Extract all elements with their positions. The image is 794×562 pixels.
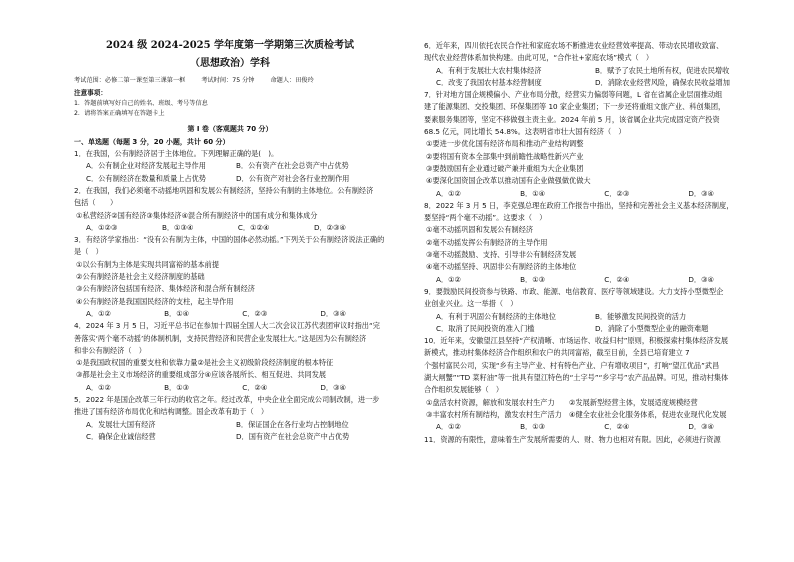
question-stem: 善落实‘两个毫不动摇’的体制机制，支持民营经济和民营企业发展壮大。”这是因为公有制经济 (74, 333, 367, 343)
exam-info (74, 75, 386, 86)
question-stem: 要素服务集团等，坚定不移做强主责主业。2024 年前 5 月，该省属企业共完成固定资产投资 (424, 114, 720, 124)
answer-option[interactable]: B．①③ (164, 382, 190, 392)
question-statement: ③毫不动摇鼓励、支持、引导非公有制经济发展 (426, 250, 577, 260)
question-statement: ④公有制经济是我国国民经济的支柱，起主导作用 (76, 296, 234, 306)
question-statement: ③都是社会主义市场经济的重要组成部分④应该各展所长、相互促进、共同发展 (76, 370, 327, 380)
answer-option[interactable]: C．确保企业诚信经营 (86, 431, 156, 441)
answer-option[interactable]: A．公有制企业对经济发展起主导作用 (86, 161, 206, 171)
note-item: 2．请将答案正确填写在答题卡上 (74, 110, 165, 117)
answer-option[interactable]: D．国有资产在社会总资产中占优势 (236, 431, 350, 441)
answer-option[interactable]: B．①③④ (161, 222, 194, 232)
question-statement: ①毫不动摇巩固和发展公有制经济 (426, 225, 534, 235)
note-item: 1．答题前填写好自己的姓名、班级、考号等信息 (74, 99, 208, 107)
answer-option[interactable]: C．②④ (604, 422, 630, 432)
question-stem: 业创业兴业。这一举措（ ） (424, 299, 518, 309)
option-list (74, 160, 386, 185)
answer-option[interactable]: A．①②③ (86, 222, 118, 232)
option-list (424, 188, 754, 200)
exam-title: 2024 级 2024-2025 学年度第一学期第三次质检考试 (105, 40, 355, 51)
question-stem: 11．资源的有限性，意味着生产发展所需要的人、财、物力也相对有限。因此，必须进行资源 (424, 434, 721, 444)
question-stem: 合作组织发展能够（ ） (424, 385, 504, 395)
answer-option[interactable]: B．赋予了农民土地所有权，促进农民增收 (595, 65, 730, 75)
question-stem: 6．近年来，四川依托农民合作社和家庭农场不断推进农业经营效率提高、带动农民增收致富、 (424, 41, 724, 50)
question-stem: 和非公有制经济（ ） (74, 345, 146, 355)
left-question-list (74, 148, 386, 443)
question-statement: ③公有制经济包括国有经济、集体经济和混合所有制经济 (76, 284, 255, 294)
section-title: 一、单选题（每题 3 分，20 小题，共计 60 分） (74, 137, 230, 146)
answer-option[interactable]: D．③④ (688, 422, 714, 432)
question-statement: ④要深化国资国企改革以推动国有企业做强做优做大 (426, 176, 591, 186)
exam-scope: 考试范围：必修二第一课至第三课第一框 (74, 77, 186, 84)
answer-option[interactable]: C．②③ (242, 308, 268, 318)
question-statement: ④毫不动摇坚持、巩固非公有制经济的主体地位 (426, 262, 577, 272)
answer-option[interactable]: A．①② (436, 422, 461, 432)
question-stem: 2．在我国，我们必须毫不动摇地巩固和发展公有制经济，坚持公有制的主体地位。公有制经济 (74, 185, 374, 195)
question-statement: ①要进一步优化国有经济布局和推动产业结构调整 (426, 139, 584, 149)
answer-option[interactable]: C．②④ (604, 274, 630, 284)
question-stem: 要坚持“两个毫不动摇”。这要求（ ） (424, 213, 547, 223)
question (424, 335, 754, 433)
exam-time: 考试时间：75 分钟 (201, 77, 255, 84)
part1-title: 第 I 卷（客观题共 70 分） (187, 124, 273, 133)
question-stem: 5．2022 年是国企改革三年行动的收官之年。经过改革，中央企业全面完成公司制改制，进一步 (74, 395, 380, 405)
question (424, 200, 754, 286)
question-stem: 10．近年来，安徽望江县坚持“产权清晰、市场运作、收益归村”原则，积极探索村集体经济发展 (424, 336, 729, 346)
question (424, 40, 754, 89)
answer-option[interactable]: C．改变了我国农村基本经营制度 (436, 77, 542, 87)
exam-author: 命题人：田俊玲 (270, 77, 314, 84)
option-list (424, 311, 754, 336)
question-stem: 建了能源集团、交投集团、环保集团等 10 家企业集团；下一步还将重组文旅产业、科创集团， (424, 102, 726, 112)
question-stem: 现代农业经营体系加快构建。由此可见，“合作社+家庭农场”模式（ ） (424, 53, 654, 63)
question-stem: 新模式，推动村集体经济合作组织和农户的共同富裕，截至目前，全县已培育建立 7 (424, 348, 690, 358)
question (424, 434, 754, 446)
question (74, 320, 386, 394)
question-stem: 7．针对地方国企规模偏小、产业布局分散，经营实力偏弱等问题，L 省在省属企业层面推动组 (424, 90, 723, 100)
answer-option[interactable]: A．①② (436, 188, 461, 198)
right-column (424, 40, 754, 446)
left-column (74, 38, 386, 443)
answer-option[interactable]: B．保证国企在各行业均占控制地位 (236, 419, 349, 429)
question-stem: 3．有经济学家指出：“没有公有制为主体，中国的国体必然动摇。”下列关于公有制经济说法正确的 (74, 235, 385, 245)
question-stem: 8．2022 年 3 月 5 日，李克强总理在政府工作报告中指出，坚持和完善社会主义基本经济制度， (424, 200, 734, 210)
right-question-list (424, 40, 754, 446)
answer-option[interactable]: C．②③ (604, 188, 630, 198)
question (74, 394, 386, 443)
question-stem: 9．要鼓励民间投资参与铁路、市政、能源、电信教育、医疗等领域建设。大力支持小型微型企 (424, 286, 724, 296)
answer-option[interactable]: A．有利于巩固公有制经济的主体地位 (436, 311, 556, 321)
option-list (74, 419, 386, 444)
answer-option[interactable]: A．①② (86, 382, 111, 392)
answer-option[interactable]: B．公有资产在社会总资产中占优势 (236, 161, 349, 171)
answer-option[interactable]: D．②③④ (313, 222, 346, 232)
notes (74, 88, 386, 120)
option-list (74, 308, 386, 320)
question (74, 234, 386, 320)
option-list (74, 382, 386, 394)
option-list (74, 222, 386, 234)
question-stem: 推进了国有经济布局优化和结构调整。国企改革有助于（ ） (74, 407, 269, 417)
notes-title: 注意事项： (74, 89, 107, 97)
answer-option[interactable]: A．发展壮大国有经济 (86, 419, 156, 429)
answer-option[interactable]: C．①②④ (237, 222, 270, 232)
answer-option[interactable]: B．①④ (164, 308, 190, 318)
answer-option[interactable]: D．消除农业经营风险，确保农民收益增加 (595, 77, 730, 87)
answer-option[interactable]: C．②④ (242, 382, 268, 392)
answer-option[interactable]: D．③④ (688, 188, 714, 198)
question-statement: ①以公有制为主体是实现共同富裕的基本前提 (76, 259, 220, 269)
question-statement: ①盘活农村资源，解放和发展农村生产力 ②发展新型经营主体，发展适度规模经营 (426, 397, 698, 407)
answer-option[interactable]: D．③④ (320, 308, 346, 318)
answer-option[interactable]: D．③④ (320, 382, 346, 392)
answer-option[interactable]: B．能够激发民间投资的活力 (595, 311, 687, 321)
question-stem: 68.5 亿元，同比增长 54.8%。这表明省市壮大国有经济（ ） (424, 127, 626, 137)
question-statement: ②毫不动摇发挥公有制经济的主导作用 (426, 237, 548, 247)
question-statement: ②要将国有资本全部集中到前瞻性战略性新兴产业 (426, 151, 584, 161)
question (74, 148, 386, 185)
answer-option[interactable]: B．①③ (520, 274, 546, 284)
option-list (424, 65, 754, 90)
answer-option[interactable]: C．取消了民间投资的准入门槛 (436, 323, 535, 333)
question-stem: 1．在我国，公有制经济居于主体地位。下列理解正确的是( )。 (74, 149, 279, 159)
question-statement: ③丰富农村所有制结构，激发农村生产活力 ④健全农业社会化服务体系，促进农业现代化发展 (426, 409, 727, 419)
option-list (424, 274, 754, 286)
question (74, 185, 386, 234)
answer-option[interactable]: A．①② (436, 274, 461, 284)
question-stem: 个强村富民公司，实现“乡有主导产业、村有特色产业、户有增收项目”，打响“望江优品”武昌 (424, 360, 720, 370)
question-statement: ①私营经济②国有经济③集体经济④混合所有制经济中的国有成分和集体成分 (76, 210, 318, 220)
question-statement: ①是我国政权国的重要支柱和依靠力量②是社会主义初级阶段经济制度的根本特征 (76, 358, 334, 368)
answer-option[interactable]: B．①③ (520, 422, 546, 432)
option-list (424, 421, 754, 433)
answer-option[interactable]: A．①② (86, 308, 111, 318)
question-statement: ②公有制经济是社会主义经济制度的基础 (76, 272, 205, 282)
exam-subtitle: （思想政治）学科 (190, 58, 270, 69)
answer-option[interactable]: C．公有制经济在数量和质量上占优势 (86, 173, 207, 183)
answer-option[interactable]: D．公有资产对社会各行业控制作用 (236, 173, 350, 183)
question-stem: 4．2024 年 3 月 5 日，习近平总书记在参加十四届全国人大二次会议江苏代表团审议时指出“完 (74, 321, 380, 331)
question-statement: ③要鼓励国有企业通过破产兼并重组为大企业集团 (426, 163, 584, 173)
answer-option[interactable]: D．③④ (688, 274, 714, 284)
answer-option[interactable]: A．有利于发展壮大农村集体经济 (436, 65, 542, 75)
question (424, 286, 754, 335)
question-stem: 湖大闸蟹”“TD 菜籽油”等一批具有望江特色的“土字号”“乡字号”农产品品牌。可见，推动村集体 (424, 373, 729, 383)
question-stem: 包括（ ） (74, 198, 118, 208)
question (424, 89, 754, 200)
question-stem: 是（ ） (74, 247, 103, 257)
answer-option[interactable]: B．①④ (520, 188, 546, 198)
answer-option[interactable]: D．消除了小型微型企业的融资难题 (595, 323, 709, 333)
